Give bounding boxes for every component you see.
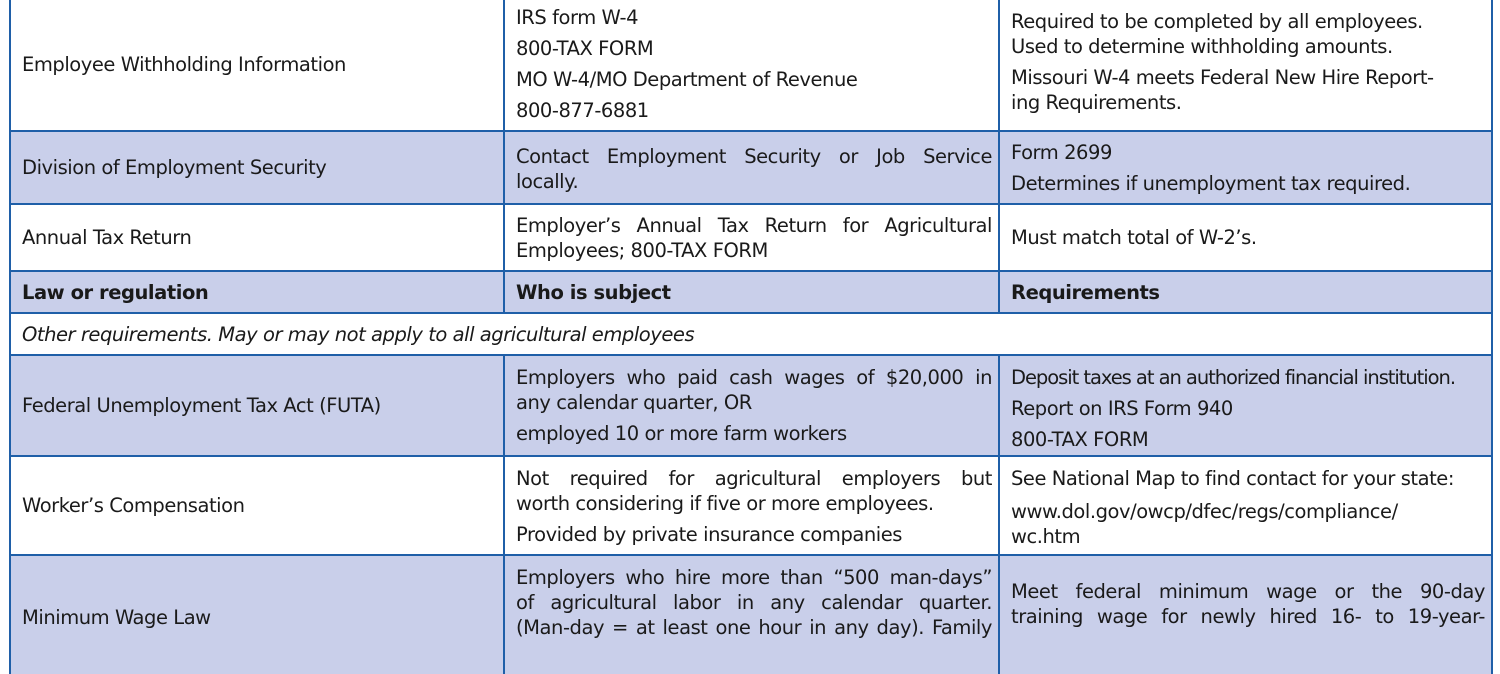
requirements-cell	[998, 132, 1493, 203]
law-text: Minimum Wage Law	[22, 606, 211, 629]
law-text: Worker’s Compensation	[22, 494, 245, 517]
column-header-requirements: Requirements	[998, 272, 1493, 312]
requirements-line: Deposit taxes at an authorized financial institution.	[1011, 366, 1455, 389]
requirements-line: See National Map to find contact for your state:	[1011, 467, 1454, 490]
table-row-annual	[9, 203, 1493, 270]
subject-cell	[503, 0, 998, 130]
subject-line: any calendar quarter, OR	[516, 391, 752, 414]
law-cell	[9, 0, 503, 130]
law-cell	[9, 457, 503, 554]
requirements-cell	[998, 205, 1493, 270]
table-row-des	[9, 130, 1493, 203]
requirements-line: Missouri W-4 meets Federal New Hire Report-	[1011, 66, 1434, 89]
subject-line: 800-TAX FORM	[516, 37, 654, 60]
law-text: Annual Tax Return	[22, 226, 192, 249]
law-cell	[9, 132, 503, 203]
table-row-withholding	[9, 0, 1493, 130]
requirements-cell	[998, 356, 1493, 455]
requirements-cell	[998, 457, 1493, 554]
requirements-line: Required to be completed by all employees.	[1011, 10, 1423, 33]
subject-line: Employer’s Annual Tax Return for Agricultural	[516, 213, 992, 237]
law-text: Federal Unemployment Tax Act (FUTA)	[22, 394, 381, 417]
subject-line: employed 10 or more farm workers	[516, 422, 847, 445]
requirements-line: Form 2699	[1011, 141, 1112, 164]
subject-line: Employers who hire more than “500 man-days”	[516, 566, 992, 589]
subject-line: MO W-4/MO Department of Revenue	[516, 68, 858, 91]
subject-cell	[503, 556, 998, 674]
section-note-row	[9, 312, 1493, 354]
requirements-line: Meet federal minimum wage or the 90-day	[1011, 580, 1485, 603]
requirements-cell	[998, 556, 1493, 674]
column-header-law: Law or regulation	[9, 272, 503, 312]
subject-cell	[503, 356, 998, 455]
requirements-line: Used to determine withholding amounts.	[1011, 35, 1393, 58]
subject-line: of agricultural labor in any calendar quarter.	[516, 591, 992, 614]
subject-cell	[503, 457, 998, 554]
table-row-minimum-wage	[9, 554, 1493, 674]
requirements-line: Must match total of W-2’s.	[1011, 226, 1257, 249]
subject-line: locally.	[516, 170, 579, 193]
subject-line: Contact Employment Security or Job Service	[516, 145, 992, 168]
law-cell	[9, 356, 503, 455]
requirements-link[interactable]: wc.htm	[1011, 525, 1081, 548]
law-text: Employee Withholding Information	[22, 52, 346, 76]
requirements-line: Report on IRS Form 940	[1011, 397, 1233, 420]
table-row-workers-comp	[9, 455, 1493, 554]
subject-line: (Man-day = at least one hour in any day). Family	[516, 616, 992, 639]
requirements-line: ing Requirements.	[1011, 91, 1182, 114]
law-text: Division of Employment Security	[22, 156, 327, 179]
subject-line: Employees; 800-TAX FORM	[516, 238, 768, 262]
section-note: Other requirements. May or may not apply to all agricultural employees	[9, 314, 1493, 354]
subject-cell	[503, 205, 998, 270]
subject-line: Employers who paid cash wages of $20,000 in	[516, 366, 992, 389]
table-row-futa	[9, 354, 1493, 455]
law-cell	[9, 556, 503, 674]
table-header-row	[9, 270, 1493, 312]
subject-line: Not required for agricultural employers but	[516, 467, 992, 490]
subject-line: worth considering if five or more employees.	[516, 492, 934, 515]
subject-line: Provided by private insurance companies	[516, 523, 902, 546]
subject-line: IRS form W-4	[516, 6, 639, 29]
requirements-cell	[998, 0, 1493, 130]
column-header-subject: Who is subject	[503, 272, 998, 312]
subject-cell	[503, 132, 998, 203]
requirements-link[interactable]: www.dol.gov/owcp/dfec/regs/compliance/	[1011, 500, 1398, 523]
law-cell	[9, 205, 503, 270]
subject-line: 800-877-6881	[516, 99, 649, 122]
requirements-line: Determines if unemployment tax required.	[1011, 172, 1411, 195]
requirements-line: training wage for newly hired 16- to 19-year-	[1011, 605, 1485, 628]
requirements-line: 800-TAX FORM	[1011, 428, 1149, 451]
